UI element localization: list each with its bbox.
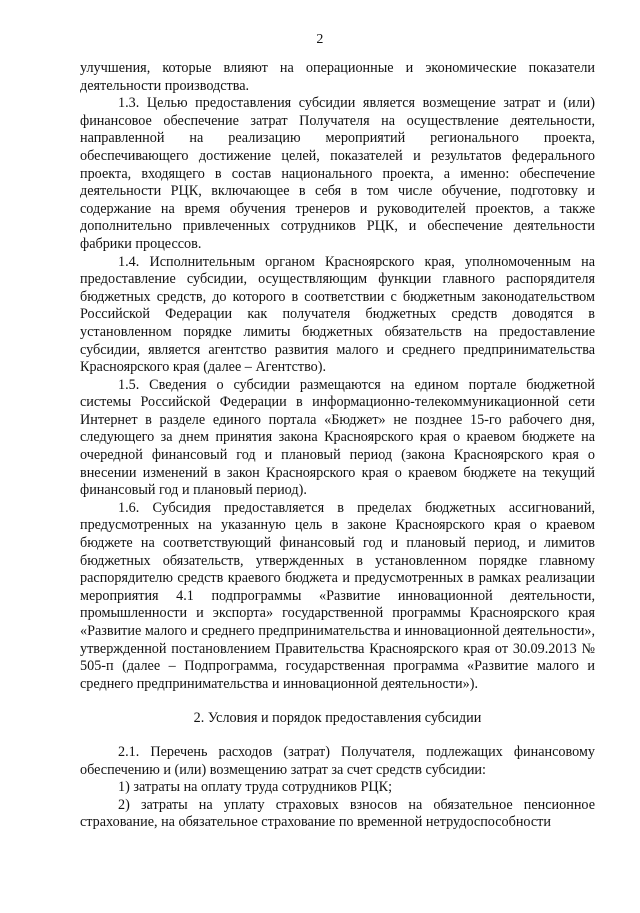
paragraph-continuation: улучшения, которые влияют на операционные и экономические показатели деятельности производства. [80, 60, 595, 94]
paragraph-1-3: 1.3. Целью предоставления субсидии является возмещение затрат и (или) финансовое обеспечение затрат Получателя на осуществление деятельности, направленной на реализацию мероприятий регионального проекта, обеспечивающего достижение целей, показателей и результатов федерального проекта, входящего в состав национального проекта, а именно: обеспечение деятельности РЦК, включающее в себя в том числе обучение, подготовку и содержание на время обучения тренеров и руководителей проектов, а также дополнительно привлеченных сотрудников РЦК, и обеспечение деятельности фабрики процессов. [80, 95, 595, 252]
paragraph-1-4: 1.4. Исполнительным органом Красноярского края, уполномоченным на предоставление субсидии, осуществляющим функции главного распорядителя бюджетных средств, до которого в соответствии с бюджетным законодательством Российской Федерации как получателя бюджетных средств доводятся в установленном порядке лимиты бюджетных обязательств на предоставление субсидии, является агентство развития малого и среднего предпринимательства Красноярского края (далее – Агентство). [80, 253, 595, 376]
page-number: 2 [316, 32, 324, 47]
paragraph-2-1: 2.1. Перечень расходов (затрат) Получателя, подлежащих финансовому обеспечению и (или) возмещению затрат за счет средств субсидии: [80, 743, 595, 778]
list-item-2-1-1: 1) затраты на оплату труда сотрудников РЦК; [118, 779, 393, 796]
paragraph-1-5: 1.5. Сведения о субсидии размещаются на едином портале бюджетной системы Российской Федерации в информационно-телекоммуникационной сети Интернет в разделе единого портала «Бюджет» не позднее 15-го рабочего дня, следующего за днем принятия закона Красноярского края о краевом бюджете на очередной финансовый год и плановый период (закона Красноярского края о внесении изменений в закон Красноярского края о краевом бюджете на текущий финансовый год и плановый период). [80, 376, 595, 499]
list-item-2-1-2: 2) затраты на уплату страховых взносов на обязательное пенсионное страхование, на обязательное страхование по временной нетрудоспособности [80, 796, 595, 831]
section-heading-2: 2. Условия и порядок предоставления субсидии [193, 710, 482, 727]
paragraph-1-6: 1.6. Субсидия предоставляется в пределах бюджетных ассигнований, предусмотренных на указанную цель в законе Красноярского края о краевом бюджете на соответствующий финансовый год и плановый период, и лимитов бюджетных обязательств, утвержденных в установленном порядке главному распорядителю средств краевого бюджета и предусмотренных в рамках реализации мероприятия 4.1 подпрограммы «Развитие инновационной деятельности, промышленности и экспорта» государственной программы Красноярского края «Развитие малого и среднего предпринимательства и инновационной деятельности», утвержденной постановлением Правительства Красноярского края от 30.09.2013 № 505-п (далее – Подпрограмма, государственная программа «Развитие малого и среднего предпринимательства и инновационной деятельности»). [80, 499, 595, 692]
document-body [80, 60, 595, 832]
